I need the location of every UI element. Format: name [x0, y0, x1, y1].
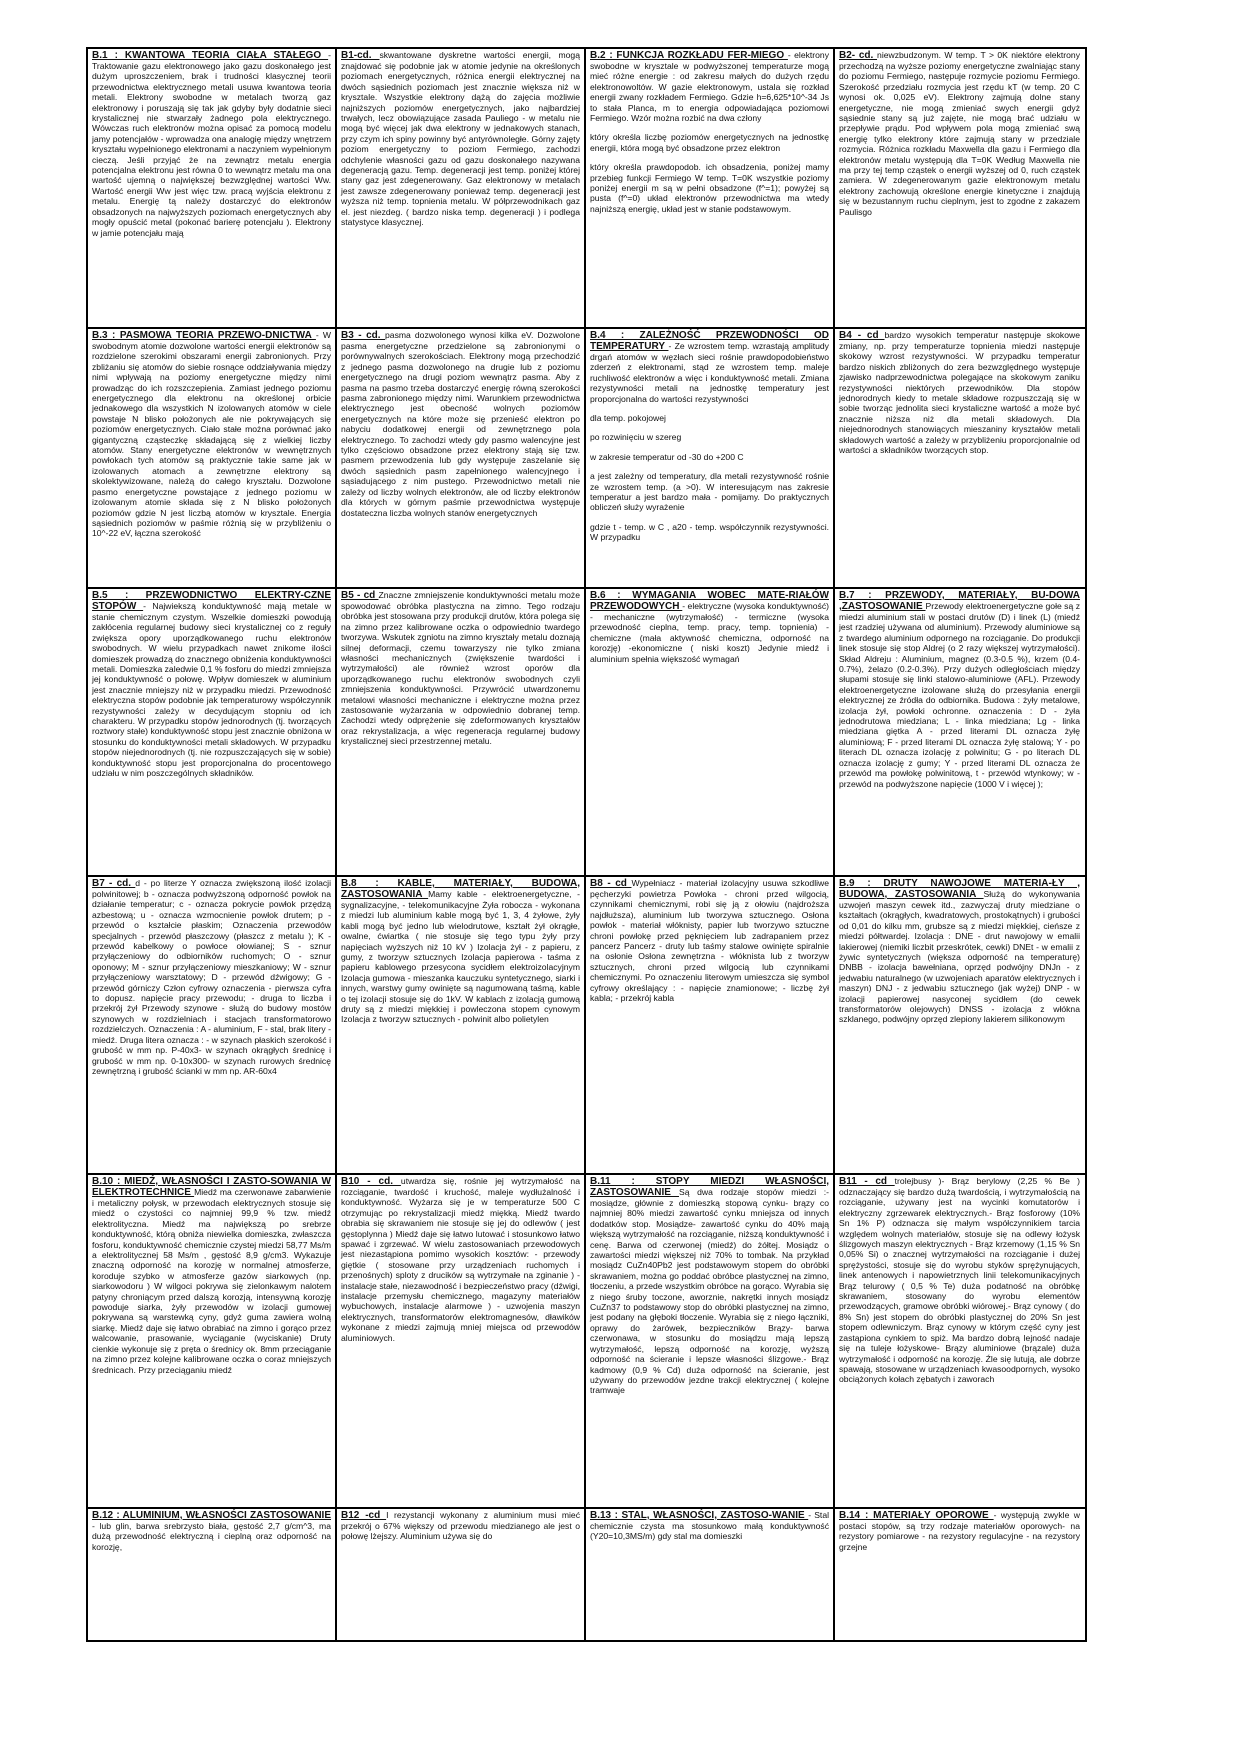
note-title: B.4 : ZALEŻNOŚĆ PRZEWODNOŚCI OD TEMPERATURY: [590, 330, 829, 352]
note-cell-b2-cd: [835, 49, 1084, 327]
note-cell-b4: [586, 329, 835, 587]
note-title: B.3 : PASMOWA TEORIA PRZEWO-DNICTWA: [92, 330, 316, 341]
note-text: a jest zależny od temperatury, dla metali rezystywność rośnie ze wzrostem temp. (a >0). W interesującym nas zakresie temperatur a jest bardzo mała - pomijamy. Do praktycznych obliczeń służy wyrażenie: [590, 471, 829, 513]
note-title: B.9 : DRUTY NAWOJOWE MATERIA-ŁY , BUDOWA, ZASTOSOWANIA: [839, 878, 1080, 900]
note-title: B.2 : FUNKCJA ROZKŁADU FER-MIEGO: [590, 50, 788, 61]
notes-row-3: [88, 589, 1085, 877]
note-cell-b6: [586, 589, 835, 875]
note-cell-b13: [586, 1509, 835, 1640]
note-title: B8 - cd: [590, 878, 632, 889]
note-cell-b10-cd: [337, 1175, 586, 1507]
note-text: d - po literze Y oznacza zwiększoną ilość izolacji polwinitowej; b - oznacza podwyższoną odporność powłok na działanie temperatur; c - oznacza pokrycie powłok przędzą azbestową; u - oznacza wzmocnienie powłok drutem; p - przewód o kształcie płaskim; Oznaczenia przewodów specjalnych - przewód płaszczowy (płaszcz z metalu ); K - przewód kabelkowy o powłoce ołowianej; S - sznur przyłączeniowy do odbiorników ruchomych; O - sznur oponowy; M - sznur przyłączeniowy mieszkaniowy; W - sznur przyłączeniowy warsztatowy; D - przewód dźwigowy; G - przewód górniczy Człon cyfrowy oznaczenia - pierwsza cyfra to dopusz. napięcie pracy przewodu; - druga to liczba i przekrój żył Przewody szynowe - służą do budowy mostów szynowych w rozdzielniach i stacjach transformatorowo rozdzielczych. Oznaczenia : A - aluminium, F - stal, brak litery - miedź. Druga litera oznacza : - w szynach płaskich szerokość i grubość w mm np. P-40x3- w szynach okrągłych średnicę i grubość w mm np. 0-10x300- w szynach rurowych średnicę zewnętrzną i grubość ścianki w mm np. AR-60x4: [92, 878, 331, 1076]
note-text: I rezystancji wykonany z aluminium musi mieć przekrój o 67% większy od przewodu miedzianego ale jest o połowę lżejszy. Aluminium używa się do: [341, 1510, 580, 1542]
note-title: B.14 : MATERIAŁY OPOROWE: [839, 1510, 994, 1521]
note-text: gdzie t - temp. w C , a20 - temp. współczynnik rezystywności. W przypadku: [590, 521, 829, 543]
note-title: B10 - cd.: [341, 1176, 401, 1187]
note-text: - lub glin, barwa srebrzysto biała, gęstość 2,7 g/cm^3, ma dużą przewodność elektryczną i cieplną oraz odporność na korozję,: [92, 1521, 331, 1552]
note-title: B1-cd.: [341, 50, 380, 61]
note-text: - W swobodnym atomie dozwolone wartości energii elektronów są rozdzielone szerokimi obszarami energii zabronionych. Przy zbliżaniu się atomów do siebie rosnące oddziaływania między nimi wpływają na poziomy energetyczne między nimi prowadząc do ich rozszczepienia. Zamiast jednego poziomu energetycznego dla elektronu na określonej orbicie jednakowego dla wszystkich N izolowanych atomów w ciele powstaje N blisko położonych ale nie pokrywających się poziomów energetycznych. Ciało stałe można porównać jako gigantyczną cząsteczkę składającą się z wielkiej liczby atomów. Stany energetyczne elektronów w wewnętrznych powłokach tych atomów są praktycznie takie same jak w izolowanych atomach a zewnętrzne elektrony są skolektywizowane, należą do całego kryształu. Dozwolone pasmo energetyczne powstające z jednego poziomu w izolowanym atomie składa się z N blisko położonych poziomów gdzie N jest liczbą atomów w krysztale. Energia sąsiednich poziomów w paśmie różnią się w przybliżeniu o 10^-22 eV, łączna szerokość: [92, 330, 331, 539]
note-title: B.6 : WYMAGANIA WOBEC MATE-RIAŁÓW PRZEWODOWYCH: [590, 590, 829, 612]
note-title: B4 - cd: [839, 330, 885, 341]
note-cell-b1-cd: [337, 49, 586, 327]
note-text: Są dwa rodzaje stopów miedzi :- mosiądze, głównie z domieszką stopową cynku- brązy co najmniej 80% miedzi zawartość cynku mniejsza od innych dodatków stop. Mosiądze- zawartość cynku do 40% mają większą wytrzymałość na rozciąganie, niższą konduktywność i cenę. Barwa od czerwonej (miedź) do żółtej. Mosiądz o zawartości miedzi większej niż 70% to tombak. Na przykład mosiądz CuZn40Pb2 jest podstawowym stopem do obróbki skrawaniem, można go poddać obróbce plastycznej na zimno, tłoczeniu, a przede wszystkim obróbce na gorąco. Wyrabia się z niego śruby toczone, aworznie, nakrętki innych mosiądz CuZn37 to podstawowy stop do obróbki plastycznej na zimno, jest podany na głęboki tłoczenie. Wyrabia się z niego łączniki, oprawy do żarówek, bezpieczników Brązy- barwa czerwonawa, w stosunku do mosiądzu mają lepszą wytrzymałość, lepszą odporność na korozję, wyższą odporność na ścieranie i lepsze własności ślizgowe.- Brąz kadmowy (0,9 % Cd) duża odporność na ścieranie, jest używany do przewodów jezdne trakcji elektrycznej ( kolejne tramwaje: [590, 1187, 829, 1396]
note-text: Służą do wykonywania uzwojeń maszyn cewek itd., zazwyczaj druty miedziane o kształtach (okrągłych, kwadratowych, prostokątnych) i grubości od 0,01 do kilku mm, grubsze są z miedzi miękkiej, cieńsze z miedzi półtwardej. Izolacja : DNE - drut nawojowy w emalii lakierowej (niemiki liczbit przeskrótek, cewki) DNEt - w emalii z żywic syntetycznych (większa odporność na temperaturę) DNBB - izolacja bawełniana, oprzęd podwójny DNJn - z jedwabiu naturalnego (w uzwojeniach aparatów elektrycznych i maszyn) DNJ - z jedwabiu sztucznego (jak wyżej) DNP - w izolacji papierowej nasyconej sycidłem (do cewek transformatorów olejowych) DNSS - izolacja z włókna szklanego, podwójny oprzęd zlepiony lakierem silikonowym: [839, 889, 1080, 1025]
note-text: po rozwinięciu w szereg: [590, 432, 682, 443]
note-text: - Najwiekszą konduktywność mają metale w stanie chemicznym czystym. Wszelkie domieszki powodują zakłócenia regularnej budowy sieci krystalicznej co z reguły zwiększa opory uporządkowanego ruchu elektronów swobodnych. W wielu przypadkach nawet znikome ilości domieszek prowadzą do znacznego obniżenia konduktywności metali. Domieszka zaledwie 0,1 % fosforu do miedzi zmniejsza jej konduktywność o połowę. Wpływ domieszek w aluminium jest znacznie mniejszy niż w przypadku miedzi. Przewodność elektryczna stopów podobnie jak temperaturowy współczynnik rezystywności zależy w decydującym stopniu od ich charakteru. W przypadku stopów jednorodnych (tj. tworzących roztwory stałe) konduktywność stopu jest znacznie obniżona w stosunku do konduktywności metali składowych. W przypadku stopów niejednorodnych (tj. nie rozpuszczających się w sobie) konduktywność stopu jest proporcjonalna do procentowego udziału w nim poszczególnych składników.: [92, 601, 331, 779]
note-text: w zakresie temperatur od -30 do +200 C: [590, 451, 744, 462]
note-cell-b11-cd: [835, 1175, 1084, 1507]
note-cell-b9: [835, 877, 1084, 1173]
note-text: niewzbudzonym. W temp. T > 0K niektóre elektrony przechodzą na wyższe poziomy energetyczne zwalniając stany do poziomu Fermiego, następuje rozmycie poziomu Fermiego. Szerokość przedziału rozmycia jest rzędu kT (w temp. 20 C wynosi ok. 0,025 eV). Elektrony zajmują dolne stany energetyczne, nie mogą zmieniać swych energii gdyż sąsiednie stany są już zajęte, nie mogą brać udziału w przepływie prądu. Pod wpływem pola mogą zmieniać swą energię tylko elektrony które zajmują stany w przedziale rozmycia. Różnica rozkładu Maxwella dla gazu i Fermiego dla elektronów metalu występują dla T=0K Według Maxwella nie ma przy tej temp cząstek o energii wyższej od 0, ruch cząstek zamiera. W zdegenerowanym gazie elektronowym metalu elektrony zachowują określone energie kinetyczne i znajdują się w bezustannym ruchu cieplnym, jest to zgodne z zakazem Paulisgo: [839, 50, 1080, 217]
notes-row-4: [88, 877, 1085, 1175]
note-text: - Ze wzrostem temp. wzrastają amplitudy drgań atomów w węzłach sieci rośnie prawdopodobieństwo zderzeń z elektronami, stąd ze wzrostem temp. maleje ruchliwość elektronów a więc i konduktywność metali. Zmiana rezystywności metali na jednostkę temperatury jest proporcjonalna do wartości rezystywności: [590, 341, 829, 404]
notes-row-2: [88, 329, 1085, 589]
note-cell-b5: [88, 589, 337, 875]
note-text: który określa prawdopodob. ich obsadzenia, poniżej mamy przebieg funkcji Fermiego W temp. T=0K wszystkie poziomy poniżej energii m są w pełni obsadzone (f^=1); powyżej są pusta (f^=0) układ elektronów przewodnictwa ma wtedy najniższą energię, układ jest w stanie podstawowym.: [590, 162, 829, 214]
note-cell-b11: [586, 1175, 835, 1507]
note-cell-b14: [835, 1509, 1084, 1640]
note-text: pasma dozwolonego wynosi kilka eV. Dozwolone pasma energetyczne przedzielone są zabronionymi o porównywalnych szerokościach. Elektrony mogą przechodzić z jednego pasma dozwolonego na drugie lub z poziomu energetycznego na drugi poziom wewnątrz pasma. Aby z pasma na pasmo trzeba dostarczyć energię równą szerokości pasma zabronionego między nimi. Warunkiem przewodnictwa elektrycznego jest obecność wolnych poziomów energetycznych na które może się przenieść elektron po nabyciu dodatkowej energii od zewnętrznego pola elektrycznego. To zachodzi wtedy gdy pasmo walencyjne jest tylko częściowo obsadzone przez elektrony stają się tzw. pasmem przewodzenia lub gdy występuje zaszelanie się dwóch sąsiednich pasm zapełnionego walencyjnego i sąsiadującego z nim pustego. Przewodnictwo metali nie zależy od liczby wolnych elektronów, ale od liczby elektronów dla których w górnym paśmie przewodnictwa występuje dostateczna liczba wolnych stanów energetycznych: [341, 330, 580, 518]
note-cell-b1: [88, 49, 337, 327]
note-text: trolejbusy )- Brąz berylowy (2,25 % Be ) odznaczający się bardzo dużą twardością, i wytrzymałością na rozciąganie, używany jest na wycinki komutatorów i elektryczny zgrzewarek elektrycznych.- Brąz fosforowy (10% Sn 1% P) odznacza się małym współczynnikiem tarcia względem wolnych materiałów, stosuje się na odlewy łożysk ślizgowych maszyn elektrycznych - Brąz krzemowy (1,15 % Sn 0,05% Si) o znacznej wytrzymałości na rozciąganie i dużej sprężystości, stosuje się do wyrobu styków sprężynujących, linek antenowych i napowietrznych linii telekomunikacyjnych Brąz telurowy ( 0,5 % Te) duża podatność na obróbkę skrawaniem, stosowany do wyrobu elementów przewodzących, gramowe obróbki wiórowej.- Brąz cynowy ( do 8% Sn) jest stopem do obróbki plastycznej do 20% Sn jest stopem odlewniczym. Brąz cynowy w którym część cyny jest zastąpiona cynkiem to spiż. Ma bardzo dobrą lejność nadaje się na tuleje łożyskowe- Brązy aluminiowe (brązale) duża wytrzymałość i odporność na korozję. Źle się lutują, ale dobrze spawają, stosowane w urządzeniach kwasoodpornych, wysoko obciążonych kołach zębatych i zaworach: [839, 1176, 1080, 1385]
note-title: B.11 : STOPY MIEDZI WŁASNOŚCI, ZASTOSOWANIE: [590, 1176, 829, 1198]
note-text: utwardza się, rośnie jej wytrzymałość na rozciąganie, twardość i kruchość, maleje wydłużalność i konduktywność. Wyżarza się je w temperaturze 500 C otrzymując po rekrystalizacji miedź miękką. Miedź twardo obrabia się skrawaniem nie stosuje się jej do odlewów ( jest gęstoplynna ) Miedź daje się łatwo lutować i stosunkowo łatwo spawać i zgrzewać. W wielu zastosowaniach przewodowych jest niezastąpiona pomimo wysokich kosztów: - przewody giętkie ( stosowane przy urządzeniach ruchomych i przenośnych) sploty z drucików są wytrzymałe na zginanie ) - instalacje stałe, niezawodność i bezpieczeństwo pracy (dźwigi, instalacje przemysłu chemicznego, magazyny materiałów wybuchowych, instalacje alarmowe ) - uzwojenia maszyn elektrycznych, transformatorów elektromagnesów, dławików wykonane z miedzi zajmują mniej miejsca od przewodów aluminiowych.: [341, 1176, 580, 1343]
note-cell-b8-cd: [586, 877, 835, 1173]
note-cell-b10: [88, 1175, 337, 1507]
note-cell-b2: [586, 49, 835, 327]
note-cell-b12-cd: [337, 1509, 586, 1640]
note-title: B7 - cd.: [92, 878, 136, 889]
note-title: B.7 : PRZEWODY, MATERIAŁY, BU-DOWA ,ZASTOSOWANIE: [839, 590, 1080, 612]
note-text: Znaczne zmniejszenie konduktywności metalu może spowodować obróbka plastyczna na zimno. Tego rodzaju obróbka jest stosowana przy produkcji drutów, która polega się na zimno przez kalibrowane oczka o odpowiednio twardego tworzywa. Wskutek zgniotu na zimno kryształy metalu doznają silnej deformacji, czemu towarzyszy nie tylko zmiana własności mechanicznych (zwiększenie twardości i wytrzymałości) ale również wzrost oporów dla uporządkowanego ruchu elektronów swobodnych czyli zmniejszenia konduktywności. Przywrócić utwardzonemu metalowi własności mechaniczne i elektryczne można przez zastosowanie wyżarzania w odpowiednio dobranej temp. Zachodzi wtedy odprężenie się zdeformowanych kryształów oraz rekrystalizacja, a więc regeneracja regularnej budowy krystalicznej sieci przestrzennej metalu.: [341, 590, 580, 747]
note-title: B12 -cd: [341, 1510, 387, 1521]
note-title: B.13 : STAL, WŁASNOŚCI, ZASTOSO-WANIE: [590, 1510, 809, 1521]
note-title: B.8 : KABLE, MATERIAŁY, BUDOWA, ZASTOSOWANIA: [341, 878, 580, 900]
note-cell-b5-cd: [337, 589, 586, 875]
note-text: - Stal chemicznie czysta ma stosunkowo małą konduktywność (Y20=10,3MS/m) gdy stal ma domieszki: [590, 1510, 830, 1542]
note-text: bardzo wysokich temperatur następuje skokowe zmiany, np. przy temperaturze topnienia miedzi następuje skokowy wzrost rezystywności. W przypadku temperatur bardzo niskich zbliżonych do zera bezwzględnego występuje zjawisko nadprzewodnictwa polegające na skokowym zaniku rezystywności niektórych przewodników. Dla stopów jednorodnych kiedy to metale składowe rozpuszczają się w sobie tworząc jednolita sieci krystaliczne wartość a może być znacznie niższa niż dla metali składowych. Dla niejednorodnych stanowiących mieszaniny kryształów metali składowych wartość a zależy w przybliżeniu proporcjonalnie od wartości a składników tworzących stop.: [839, 330, 1080, 456]
note-title: B5 - cd: [341, 590, 379, 601]
note-title: B3 - cd.: [341, 330, 386, 341]
note-text: dla temp. pokojowej: [590, 413, 666, 424]
note-text: Przewody elektroenergetyczne gołe są z miedzi aluminium stali w postaci drutów (D) i linek (L) (miedź jest rzadziej używana od aluminium). Przewody aluminiowe są z twardego aluminium odpornego na rozciąganie. Do produkcji linek stosuje się stop Aldrej (o 2 razy większej wytrzymałości). Skład Aldreju : Aluminium, magnez (0.3-0.5 %), krzem (0.4-0.7%), żelazo (0.2-0.3%). Przy dużych odległościach między słupami stosuje się linki stalowo-aluminiowe (AFL). Przewody elektroenergetyczne izolowane służą do przesyłania energii elektrycznej ze źródła do odbiornika. Budowa : żyły metalowe, izolacja żył, powłoki ochronne. oznaczenia : D - żyła jednodrutowa miedziana; L - linka miedziana; Lg - linka miedziana giętka A - przed literami DL oznacza żyłę aluminiową; F - przed literami DL oznacza żyłę stalową; Y - po literach DL oznacza izolację z polwinitu; G - po literach DL oznacza izolację z gumy; Y - przed literami DL oznacza że przewód ma powłokę polwinitową, t - przewód wtynkowy; w - przewód na podwyższone napięcie (1000 V i więcej );: [839, 601, 1080, 789]
notes-row-6: [88, 1509, 1085, 1640]
note-cell-b3: [88, 329, 337, 587]
notes-row-5: [88, 1175, 1085, 1509]
note-text: skwantowane dyskretne wartości energii, mogą znajdować się podobnie jak w atomie jedynie na określonych poziomach energetycznych, różnica energii elektrycznej na dwóch sąsiednich poziomach jest znacznie większa niż w krysztale. Wszystkie elektrony dążą do zajęcia możliwie najniższych poziomów energetycznych, jako najbardziej trwałych, lecz obowiązujące zasada Pauliego - w metalu nie mogą być więcej jak dwa elektrony w jednakowych stanach, przy czym ich spiny powinny być antyrównoległe. Górny zajęty poziom energetyczny to poziom Fermiego, zachodzi odchylenie własności gazu od gazu doskonałego nazywana degeneracją gazu. Temp. degeneracji jest temp. poniżej której stany gaz jest zdegenerowany. Gaz elektronowy w metalach jest zawsze zdegenerowany ponieważ temp. degeneracji jest wyższa niż temp. topnienia metalu. W półprzewodnikach gaz el. jest niezdeg. ( bardzo niska temp. degeneracji ) i podlega statystyce klasycznej.: [341, 50, 580, 228]
note-cell-b7-cd: [88, 877, 337, 1173]
note-title: B.12 : ALUMINIUM, WŁASNOŚCI ZASTOSOWANIE: [92, 1510, 331, 1521]
note-title: B.5 : PRZEWODNICTWO ELEKTRY-CZNE STOPÓW: [92, 590, 331, 612]
note-cell-b12: [88, 1509, 337, 1640]
note-text: - elektryczne (wysoka konduktywność) - mechaniczne (wytrzymałość) - termiczne (wysoka przewodność cieplna, temp. pracy, temp. topnienia) - chemiczne (mała aktywność chemiczna, odporność na korozję) -ekonomiczne ( niski koszt) Jedynie miedź i aluminium spełnia większość wymagań: [590, 601, 830, 664]
note-text: który określa liczbę poziomów energetycznych na jednostkę energii, która mogą być obsadzone przez elektron: [590, 132, 829, 153]
note-cell-b8: [337, 877, 586, 1173]
note-text: Mamy kable - elektroenergetyczne, - sygnalizacyjne, - telekomunikacyjne Żyła robocza - wykonana z miedzi lub aluminium kable mogą być 1, 3, 4 żyłowe, żyły kabli mogą być jedno lub wielodrutowe, kształt żył okrągłe, owalne, ćwiartka ( nie stosuje się tego typu żyły przy napięciach wyższych niż 10 kV ) Izolacja żył - z papieru, z gumy, z tworzyw sztucznych Izolacja papierowa - taśma z papieru kablowego przesycona sycidłem elektroizolacyjnym Izolacja gumowa - mieszanka kauczuku syntetycznego, siarki i innych, warstwy gumy owinięte są nagumowaną taśmą, kable o tej izolacji stosuje się do 1kV. W kablach z izolacją gumową druty są z miedzi miękkiej i powleczona stopem cynowym Izolacja z tworzyw sztucznych - polwinit albo polietylen: [341, 889, 580, 1025]
note-text: Miedź ma czerwonawe zabarwienie i metaliczny połysk, w przewodach elektrycznych stosuje się miedź o czystości co najmniej 99,9 % tzw. miedź elektrolityczna. Miedź ma największą po srebrze konduktywność, którą obniża niewielka domieszka, zwłaszcza fosforu, konduktywność chemicznie czystej miedzi 58,77 Ms/m a elektrolitycznej 58 Ms/m , gęstość 8,9 g/cm3. Wykazuje znaczną odporność na korozję w normalnej atmosferze, koroduje szybko w atmosferze gazów siarkowych (np. siarkowodoru ) W wilgoci pokrywa się zielonkawym nalotem patyny chroniącym przed dalszą korozją, intensywną korozję powoduje siarka, żyły przewodów w izolacji gumowej pokrywana są warstewką cyny, gdyż guma zawiera wolną siarkę. Miedź daje się łatwo obrabiać na zimno i gorąco przez walcowanie, prasowanie, wyciąganie (wyciskanie) Druty cienkie wykonuje się z pręta o średnicy ok. 8mm przeciąganie na zimno przez kolejne kalibrowane oczka o coraz mniejszych średnicach. Przy przeciąganiu miedź: [92, 1187, 331, 1375]
notes-row-1: [88, 49, 1085, 329]
note-title: B.1 : KWANTOWA TEORIA CIAŁA STAŁEGO: [92, 50, 329, 61]
note-text: Wypełniacz - materiał izolacyjny usuwa szkodliwe pęcherzyki powietrza Powłoka - chroni przed wilgocią, czynnikami chemicznymi, robi się ją z ołowiu (najdroższa najdłuższa), aluminium lub tworzywa sztucznego. Osłona powłok - materiał włóknisty, papier lub tworzywo sztuczne chroni powłokę przed pęknięciem lub zadrapaniem przez pancerz Pancerz - druty lub taśmy stalowe owinięte spiralnie na osłonie Osłona zewnętrzna - włóknista lub z tworzyw sztucznych, chroni przed wilgocią lub czynnikami chemicznymi. Po oznaczeniu literowym umieszcza się symbol cyfrowy określający : - napięcie znamionowe; - liczbę żył kabla; - przekrój kabla: [590, 878, 829, 1004]
note-cell-b3-cd: [337, 329, 586, 587]
note-text: - elektrony swobodne w krysztale w podwyższonej temperaturze mogą mieć różne energie : od zakresu małych do dużych rzędu elektronowoltów. W gazie elektronowym, ustala się rozkład energii zwany rozkładem Fermiego. Gdzie h=6,625*10^-34 Js to stała Planca, m to energia odpowiadająca poziomowi Fermiego. Wzór można rozbić na dwa człony: [590, 50, 829, 124]
note-text: - Traktowanie gazu elektronowego jako gazu doskonałego jest dużym uproszczeniem, brak i trudności klasycznej teorii przewodnictwa elektrycznego metali usuwa kwantowa teoria metali. Elektrony swobodne w metalach tworzą gaz elektronowy i poruszają się tak jak gdyby były dodatnie sieci krystalicznej nie stwarzały żadnego pola elektrycznego. Wówczas ruch elektronów można opisać za pomocą modelu jamy potencjałów - wprowadza ona analogię między wnętrzem kryształu wypełnionego elektronami a naczyniem wypełnionym cieczą. Jeśli przyjąć że na zewnątrz metalu energia potencjalna elektronu jest równa 0 to wewnątrz metalu ma ona wartość ujemną o największej bezwzględnej wartości Ww. Wartość energii Ww jest więc tzw. pracą wyjścia elektronu z metalu. Energię tą należy dostarczyć do elektronów obsadzonych na najwyższych poziomach energetycznych aby mogły opuścić metal (pokonać barierę potencjału ). Elektrony w jamie potencjału mają: [92, 50, 331, 238]
note-title: B11 - cd: [839, 1176, 895, 1187]
note-title: B2- cd.: [839, 50, 878, 61]
note-title: B.10 : MIEDŹ, WŁASNOŚCI I ZASTO-SOWANIA W ELEKTROTECHNICE: [92, 1176, 331, 1198]
notes-sheet: [86, 47, 1087, 1642]
note-cell-b4-cd: [835, 329, 1084, 587]
note-text: - występują zwykle w postaci stopów, są trzy rodzaje materiałów oporowych- na rezystory pomiarowe - na rezystory regulacyjne - na rezystory grzejne: [839, 1510, 1081, 1552]
note-cell-b7: [835, 589, 1084, 875]
